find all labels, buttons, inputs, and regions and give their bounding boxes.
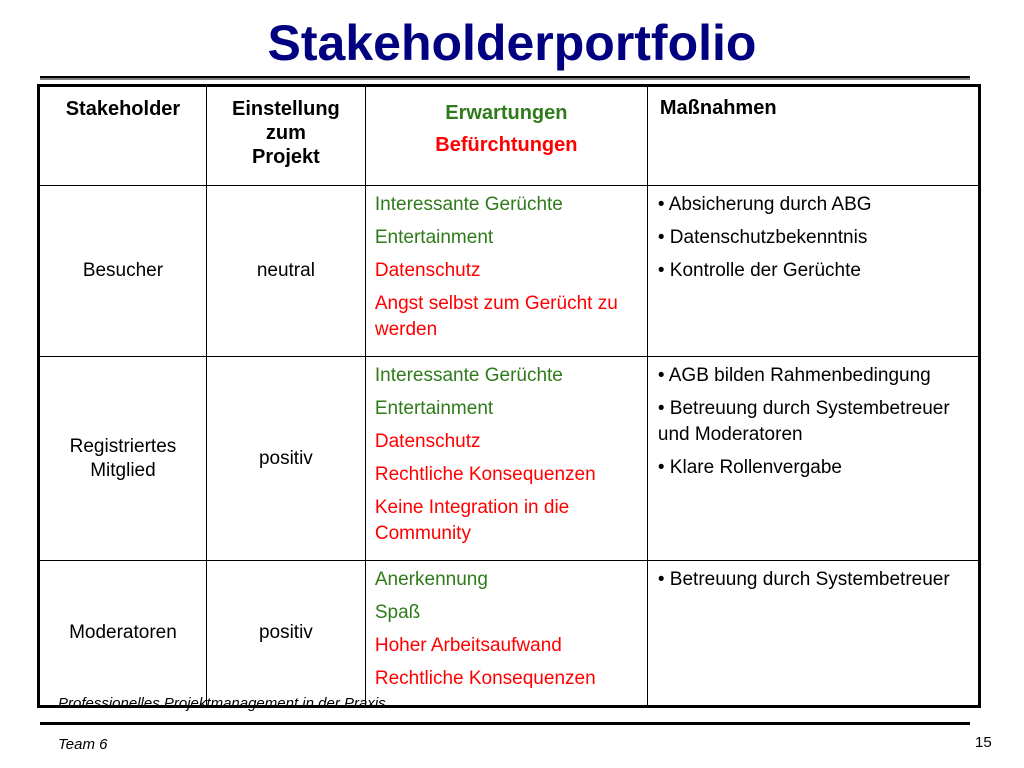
header-stakeholder: Stakeholder (39, 86, 207, 186)
cell-erwartungen: Interessante Gerüchte Entertainment Datenschutz Angst selbst zum Gerücht zu werden (365, 186, 647, 357)
team-label: Team 6 (58, 736, 108, 753)
table-row (39, 357, 980, 561)
table-header-row (39, 86, 980, 186)
table-row (39, 561, 980, 707)
slide-title: Stakeholderportfolio (267, 15, 757, 71)
cell-einstellung: positiv (206, 561, 365, 707)
page-number: 15 (975, 734, 992, 751)
cell-einstellung: neutral (206, 186, 365, 357)
table-row (39, 186, 980, 357)
cell-stakeholder: Moderatoren (39, 561, 207, 707)
cell-stakeholder: Registriertes Mitglied (39, 357, 207, 561)
course-footer: Professionelles Projektmanagement in der Praxis (58, 695, 386, 712)
cell-massnahmen: • Absicherung durch ABG • Datenschutzbekenntnis • Kontrolle der Gerüchte (647, 186, 979, 357)
stakeholder-table (37, 84, 981, 708)
cell-stakeholder: Besucher (39, 186, 207, 357)
cell-erwartungen: Anerkennung Spaß Hoher Arbeitsaufwand Rechtliche Konsequenzen (365, 561, 647, 707)
footer-divider (40, 722, 970, 725)
title-divider (40, 76, 970, 80)
cell-massnahmen: • AGB bilden Rahmenbedingung • Betreuung durch Systembetreuer und Moderatoren • Klare Rollenvergabe (647, 357, 979, 561)
header-massnahmen: Maßnahmen (647, 86, 979, 186)
cell-erwartungen: Interessante Gerüchte Entertainment Datenschutz Rechtliche Konsequenzen Keine Integration in die Community (365, 357, 647, 561)
header-erwartungen-befuerchtungen (365, 86, 647, 186)
header-einstellung: Einstellung zum Projekt (206, 86, 365, 186)
header-erwartungen: Erwartungen (445, 102, 568, 124)
cell-einstellung: positiv (206, 357, 365, 561)
cell-massnahmen: • Betreuung durch Systembetreuer (647, 561, 979, 707)
header-befuerchtungen: Befürchtungen (435, 134, 578, 156)
